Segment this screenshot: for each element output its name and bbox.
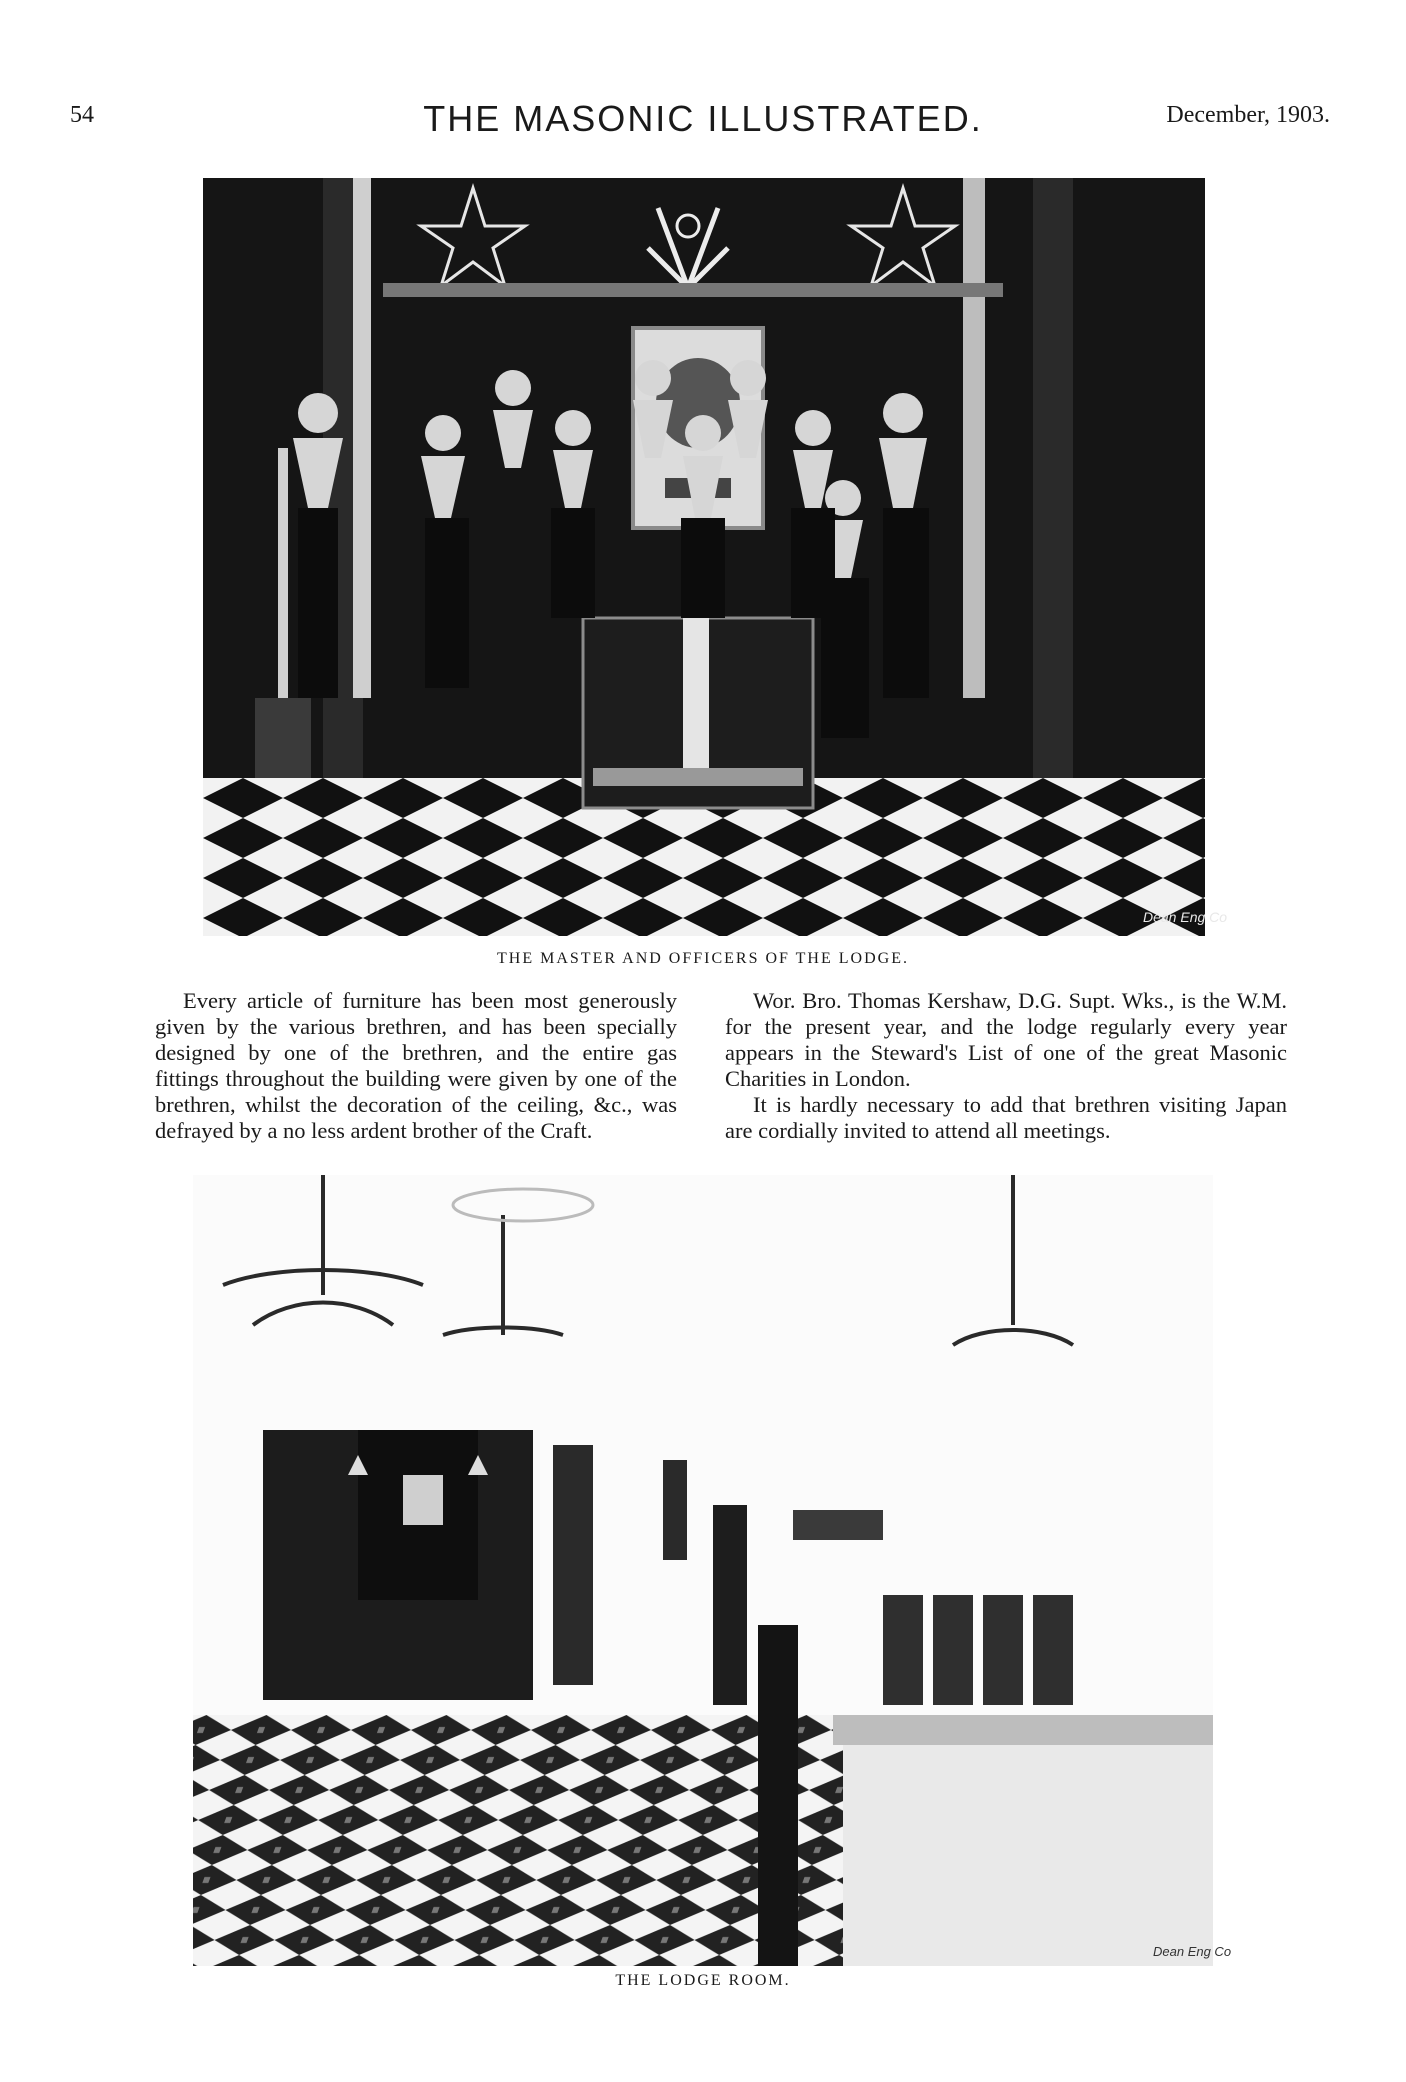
engraver-mark-1: Dean Eng Co — [1143, 909, 1228, 925]
paragraph: Every article of furniture has been most generously given by the various brethren, and has been specially designed by one of the brethren, and the entire gas fittings throughout the building were given by one of the brethren, whilst the decoration of the ceiling, &c., was defrayed by a no less ardent brother of the Craft. — [155, 988, 677, 1143]
text-column-right — [725, 988, 1287, 1144]
paragraph: Wor. Bro. Thomas Kershaw, D.G. Supt. Wks., is the W.M. for the present year, and the lodge regularly every year appears in the Steward's List of one of the great Masonic Charities in London. — [725, 988, 1287, 1091]
photo-lodge-room — [193, 1175, 1232, 1966]
paragraph: It is hardly necessary to add that brethren visiting Japan are cordially invited to attend all meetings. — [725, 1092, 1287, 1143]
page-header — [0, 0, 1406, 139]
caption-master-and-officers: THE MASTER AND OFFICERS OF THE LODGE. — [497, 950, 909, 967]
photo-master-and-officers — [203, 178, 1228, 936]
page-number: 54 — [70, 102, 94, 128]
caption-lodge-room: THE LODGE ROOM. — [615, 1972, 791, 1989]
photo-lodge-room-illustration — [193, 1175, 1232, 1966]
publication-title: THE MASONIC ILLUSTRATED. — [423, 98, 983, 139]
text-column-left — [155, 988, 677, 1144]
engraver-mark-2: Dean Eng Co — [1153, 1944, 1232, 1959]
issue-date: December, 1903. — [1166, 102, 1330, 128]
photo-officers-illustration — [203, 178, 1228, 936]
